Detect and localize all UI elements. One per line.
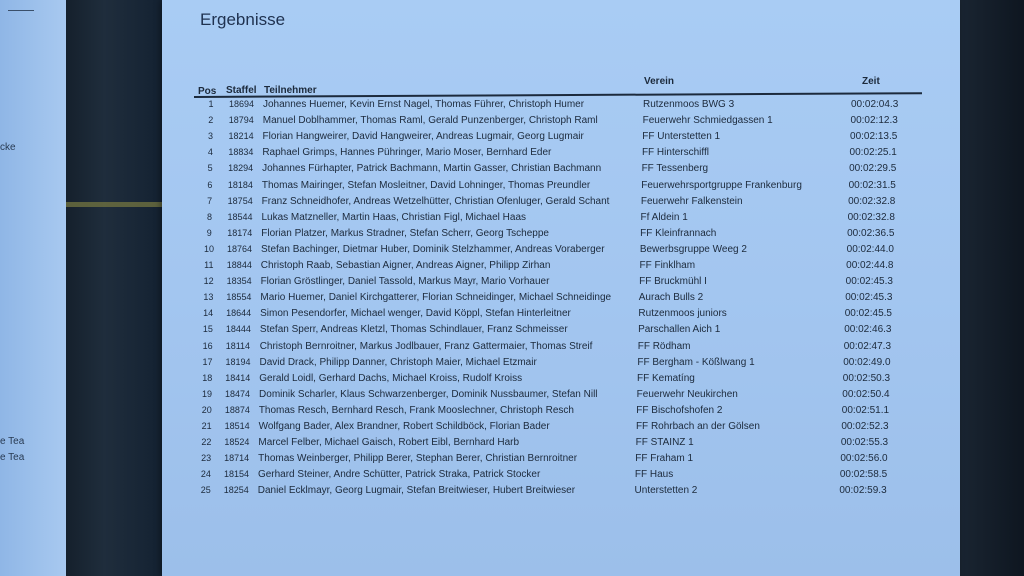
row-teilnehmer: Manuel Doblhammer, Thomas Raml, Gerald Punzenberger, Christoph Raml [262, 115, 598, 127]
row-teilnehmer: Florian Gröstlinger, Daniel Tassold, Markus Mayr, Mario Vorhauer [260, 276, 550, 288]
row-verein: FF Tessenberg [641, 163, 709, 175]
table-row [162, 306, 960, 321]
row-pos: 14 [203, 308, 214, 319]
row-pos: 6 [207, 179, 213, 190]
row-teilnehmer: Thomas Weinberger, Philipp Berer, Stephan Berer, Christian Bernroitner [258, 453, 578, 465]
row-zeit: 00:02:29.5 [849, 163, 897, 175]
row-staffel: 18414 [225, 372, 251, 383]
row-pos: 18 [202, 372, 213, 383]
row-teilnehmer: Johannes Huemer, Kevin Ernst Nagel, Thomas Führer, Christoph Humer [263, 99, 585, 110]
row-zeit: 00:02:12.3 [850, 115, 898, 127]
row-zeit: 00:02:32.8 [847, 211, 895, 223]
table-row [162, 403, 960, 418]
row-zeit: 00:02:55.3 [840, 437, 889, 449]
table-row [162, 451, 960, 466]
row-zeit: 00:02:45.5 [844, 308, 892, 320]
row-staffel: 18694 [229, 99, 255, 109]
row-zeit: 00:02:13.5 [850, 131, 898, 143]
row-staffel: 18794 [228, 115, 254, 126]
row-pos: 8 [206, 211, 212, 222]
table-row [162, 355, 960, 370]
background-right [958, 0, 1024, 576]
row-verein: Feuerwehrsportgruppe Frankenburg [641, 179, 802, 191]
table-row [162, 226, 960, 241]
background-gap [66, 0, 162, 576]
row-staffel: 18544 [227, 211, 253, 222]
row-pos: 11 [204, 260, 214, 270]
row-staffel: 18834 [228, 147, 254, 158]
row-teilnehmer: Gerald Loidl, Gerhard Dachs, Michael Kroiss, Rudolf Kroiss [259, 372, 523, 384]
row-teilnehmer: Dominik Scharler, Klaus Schwarzenberger, Dominik Nussbaumer, Stefan Nill [259, 388, 598, 400]
row-staffel: 18714 [224, 453, 250, 464]
header-zeit: Zeit [862, 76, 880, 87]
row-teilnehmer: Johannes Fürhapter, Patrick Bachmann, Martin Gasser, Christian Bachmann [262, 163, 602, 175]
table-row [162, 467, 960, 482]
row-teilnehmer: Lukas Matzneller, Martin Haas, Christian Figl, Michael Haas [261, 211, 526, 223]
row-verein: Aurach Bulls 2 [638, 292, 704, 304]
row-verein: Feuerwehr Neukirchen [636, 388, 738, 400]
row-verein: FF Bergham - Kößlwang 1 [637, 356, 755, 368]
row-pos: 13 [203, 292, 214, 303]
row-pos: 25 [200, 485, 211, 496]
row-teilnehmer: Florian Hangweirer, David Hangweirer, Andreas Lugmair, Georg Lugmair [262, 131, 584, 143]
table-row [162, 194, 960, 209]
row-zeit: 00:02:31.5 [848, 179, 896, 191]
row-staffel: 18474 [225, 388, 251, 399]
row-zeit: 00:02:47.3 [843, 340, 891, 352]
header-verein: Verein [644, 76, 675, 87]
row-pos: 22 [201, 437, 212, 448]
row-teilnehmer: Thomas Mairinger, Stefan Mosleitner, David Lohninger, Thomas Preundler [261, 179, 591, 191]
row-pos: 15 [202, 324, 213, 335]
row-pos: 17 [202, 356, 213, 367]
row-verein: FF Finklham [639, 260, 696, 271]
row-zeit: 00:02:32.8 [848, 195, 896, 207]
table-row [162, 210, 960, 225]
table-row [162, 290, 960, 305]
row-verein: Feuerwehr Schmiedgassen 1 [642, 115, 773, 127]
row-verein: FF Bruckmühl I [639, 276, 707, 288]
row-staffel: 18354 [226, 276, 252, 287]
row-staffel: 18874 [224, 404, 250, 415]
left-sheet-fragment: cke [0, 142, 16, 153]
row-zeit: 00:02:59.3 [839, 485, 887, 497]
row-verein: Bewerbsgruppe Weeg 2 [639, 243, 747, 255]
row-zeit: 00:02:50.3 [842, 372, 891, 384]
row-verein: Parschallen Aich 1 [638, 324, 721, 336]
row-pos: 16 [202, 340, 213, 351]
row-teilnehmer: Thomas Resch, Bernhard Resch, Frank Mooslechner, Christoph Resch [258, 404, 574, 416]
row-teilnehmer: Christoph Raab, Sebastian Aigner, Andreas Aigner, Philipp Zirhan [260, 260, 551, 271]
left-sheet-fragment: e Tea [0, 452, 25, 463]
row-zeit: 00:02:45.3 [845, 276, 893, 288]
row-teilnehmer: Marcel Felber, Michael Gaisch, Robert Eibl, Bernhard Harb [258, 437, 520, 449]
row-pos: 12 [203, 276, 214, 287]
row-staffel: 18844 [226, 260, 252, 270]
table-row [162, 339, 960, 354]
results-sheet [162, 0, 960, 576]
row-pos: 24 [200, 469, 211, 480]
row-pos: 10 [204, 243, 215, 254]
row-verein: FF Rödham [637, 340, 691, 352]
row-zeit: 00:02:50.4 [842, 388, 890, 400]
row-verein: FF Unterstetten 1 [642, 131, 721, 143]
row-pos: 20 [201, 404, 212, 415]
header-teilnehmer: Teilnehmer [264, 85, 317, 96]
table-row [162, 322, 960, 337]
row-verein: FF Haus [634, 469, 674, 481]
row-staffel: 18254 [223, 485, 249, 496]
left-sheet-rule [8, 10, 34, 11]
row-pos: 4 [207, 147, 213, 158]
row-staffel: 18184 [227, 179, 253, 190]
row-verein: FF Rohrbach an der Gölsen [635, 421, 760, 432]
row-verein: FF Hinterschiffl [641, 147, 709, 159]
row-zeit: 00:02:58.5 [839, 469, 888, 481]
row-verein: Unterstetten 2 [634, 485, 698, 497]
background-strip [66, 202, 162, 207]
row-pos: 2 [208, 115, 214, 126]
row-verein: Rutzenmoos BWG 3 [643, 99, 735, 110]
row-teilnehmer: Mario Huemer, Daniel Kirchgatterer, Florian Schneidinger, Michael Schneidinge [260, 292, 612, 304]
row-teilnehmer: Wolfgang Bader, Alex Brandner, Robert Schildböck, Florian Bader [258, 421, 550, 432]
row-staffel: 18294 [228, 163, 254, 174]
table-row [162, 258, 960, 273]
table-row [162, 161, 960, 176]
left-paper-sheet [0, 0, 66, 576]
row-staffel: 18524 [224, 437, 250, 448]
row-staffel: 18754 [227, 195, 253, 206]
row-verein: Rutzenmoos juniors [638, 308, 727, 320]
row-staffel: 18514 [224, 421, 250, 431]
row-verein: FF Bischofshofen 2 [636, 404, 723, 416]
table-row [162, 113, 960, 128]
header-pos: Pos [198, 86, 217, 97]
row-staffel: 18194 [225, 356, 251, 367]
row-staffel: 18554 [226, 292, 252, 303]
page-title: Ergebnisse [200, 10, 286, 29]
table-row [162, 145, 960, 160]
row-teilnehmer: Stefan Bachinger, Dietmar Huber, Dominik Stelzhammer, Andreas Voraberger [261, 243, 605, 255]
row-teilnehmer: Gerhard Steiner, Andre Schütter, Patrick Straka, Patrick Stocker [257, 469, 541, 481]
table-row [162, 435, 960, 450]
row-zeit: 00:02:44.0 [846, 243, 894, 255]
row-pos: 1 [208, 99, 214, 109]
row-teilnehmer: Raphael Grimps, Hannes Pühringer, Mario Moser, Bernhard Eder [262, 147, 552, 159]
row-teilnehmer: Franz Schneidhofer, Andreas Wetzelhütter, Christian Ofenluger, Gerald Schant [261, 195, 610, 207]
table-row [162, 274, 960, 289]
table-row [162, 371, 960, 386]
row-staffel: 18764 [227, 243, 253, 254]
row-staffel: 18174 [227, 227, 253, 238]
row-staffel: 18154 [223, 469, 249, 480]
row-verein: FF STAINZ 1 [635, 437, 694, 449]
row-staffel: 18644 [226, 308, 252, 319]
row-zeit: 00:02:04.3 [851, 99, 899, 110]
row-verein: Feuerwehr Falkenstein [640, 195, 743, 207]
row-teilnehmer: Simon Pesendorfer, Michael wenger, David Köppl, Stefan Hinterleitner [260, 308, 571, 320]
row-zeit: 00:02:36.5 [847, 227, 895, 239]
row-verein: FF Kleinfrannach [640, 227, 717, 239]
results-table [162, 0, 960, 576]
row-zeit: 00:02:56.0 [840, 453, 888, 465]
table-row [162, 387, 960, 402]
table-row [162, 178, 960, 193]
left-sheet-fragment: e Tea [0, 436, 25, 447]
row-zeit: 00:02:45.3 [845, 292, 893, 304]
row-pos: 23 [201, 453, 212, 464]
row-zeit: 00:02:51.1 [841, 404, 890, 416]
row-pos: 7 [207, 195, 213, 206]
row-zeit: 00:02:52.3 [841, 421, 889, 432]
row-zeit: 00:02:25.1 [849, 147, 897, 159]
row-zeit: 00:02:44.8 [846, 260, 894, 271]
row-zeit: 00:02:49.0 [843, 356, 891, 368]
row-teilnehmer: Florian Platzer, Markus Stradner, Stefan Scherr, Georg Tscheppe [261, 227, 549, 239]
row-teilnehmer: Christoph Bernroitner, Markus Jodlbauer, Franz Gattermaier, Thomas Streif [259, 340, 593, 352]
header-staffel: Staffel [226, 85, 257, 96]
table-row [162, 483, 960, 498]
row-pos: 5 [207, 163, 213, 174]
row-teilnehmer: Daniel Ecklmayr, Georg Lugmair, Stefan Breitwieser, Hubert Breitwieser [257, 485, 576, 497]
row-staffel: 18444 [225, 324, 251, 335]
row-pos: 9 [206, 227, 212, 238]
row-verein: Ff Aldein 1 [640, 211, 688, 223]
table-row [162, 129, 960, 144]
row-staffel: 18214 [228, 131, 254, 142]
row-pos: 21 [201, 421, 212, 431]
table-row [162, 242, 960, 257]
row-verein: FF Fraham 1 [635, 453, 694, 465]
row-verein: FF Kematíng [637, 372, 695, 384]
row-staffel: 18114 [225, 340, 251, 351]
row-zeit: 00:02:46.3 [844, 324, 892, 336]
row-pos: 19 [202, 388, 213, 399]
table-row [162, 419, 960, 434]
row-teilnehmer: Stefan Sperr, Andreas Kletzl, Thomas Schindlauer, Franz Schmeisser [259, 324, 568, 336]
row-teilnehmer: David Drack, Philipp Danner, Christoph Maier, Michael Etzmair [259, 356, 537, 368]
row-pos: 3 [208, 131, 214, 142]
table-row [162, 97, 960, 112]
